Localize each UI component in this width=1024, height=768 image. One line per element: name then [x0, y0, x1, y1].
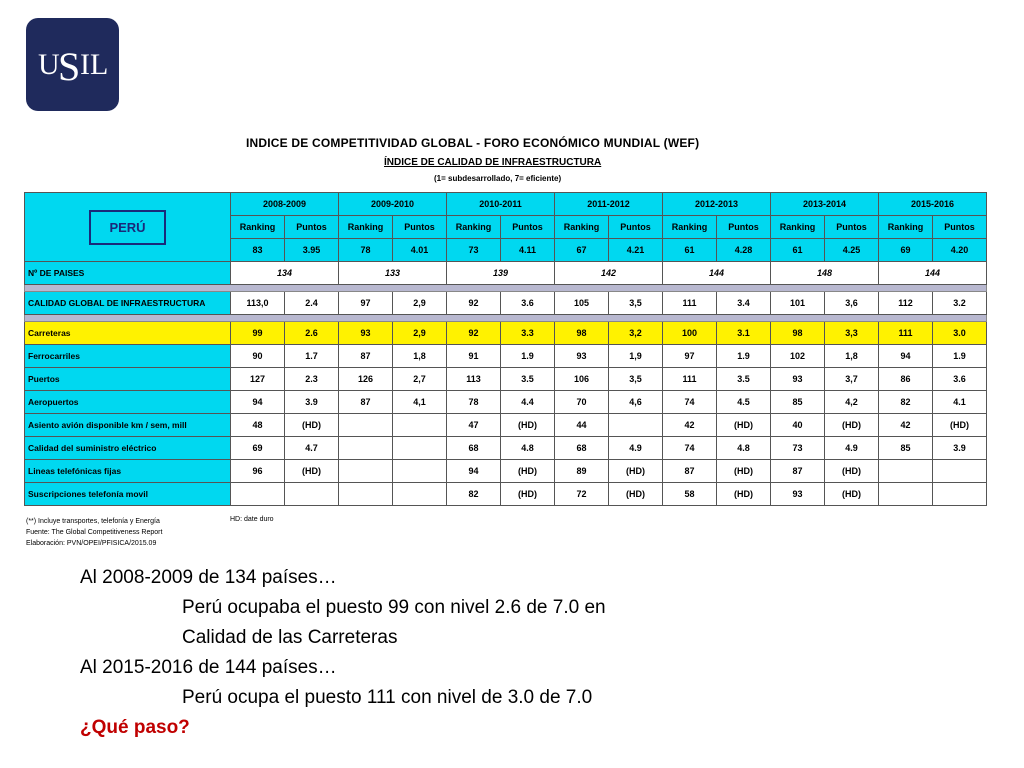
overall-ranking: 78	[339, 239, 393, 262]
row-value	[339, 437, 393, 460]
note-elaboration: Elaboración: PVN/OPEI/PFISICA/2015.09	[26, 540, 157, 547]
row-value: 3.1	[717, 322, 771, 345]
ranking-header: Ranking	[555, 216, 609, 239]
period-header: 2008-2009	[231, 193, 339, 216]
overall-puntos: 4.11	[501, 239, 555, 262]
row-value: 44	[555, 414, 609, 437]
row-value: 40	[771, 414, 825, 437]
overall-puntos: 4.01	[393, 239, 447, 262]
row-value: 105	[555, 292, 609, 315]
row-value	[231, 483, 285, 506]
row-value: 89	[555, 460, 609, 483]
row-value: 111	[879, 322, 933, 345]
row-value: 4.4	[501, 391, 555, 414]
row-value	[393, 414, 447, 437]
divider	[25, 285, 987, 292]
num-paises-value: 139	[447, 262, 555, 285]
row-value: 87	[339, 391, 393, 414]
row-value: 85	[879, 437, 933, 460]
row-value: 2,9	[393, 322, 447, 345]
row-value: (HD)	[501, 460, 555, 483]
row-label: Carreteras	[25, 322, 231, 345]
table-row	[25, 368, 987, 391]
puntos-header: Puntos	[501, 216, 555, 239]
wef-table	[24, 192, 987, 506]
table-notes	[26, 516, 162, 549]
row-value: 87	[771, 460, 825, 483]
row-value: 1,8	[393, 345, 447, 368]
num-paises-value: 134	[231, 262, 339, 285]
row-value: (HD)	[609, 460, 663, 483]
row-value: 92	[447, 322, 501, 345]
row-value: 2.3	[285, 368, 339, 391]
row-value: 1.7	[285, 345, 339, 368]
row-value	[393, 460, 447, 483]
row-value: 3.5	[501, 368, 555, 391]
row-value: 3.6	[501, 292, 555, 315]
row-value: (HD)	[717, 483, 771, 506]
row-value: 2.6	[285, 322, 339, 345]
note-hd: HD: date duro	[230, 516, 274, 523]
row-value: 3,2	[609, 322, 663, 345]
row-label: Asiento avión disponible km / sem, mill	[25, 414, 231, 437]
row-value	[393, 483, 447, 506]
row-value: 87	[663, 460, 717, 483]
row-value: 74	[663, 437, 717, 460]
row-value: 4.1	[933, 391, 987, 414]
overall-puntos: 4.21	[609, 239, 663, 262]
period-header: 2013-2014	[771, 193, 879, 216]
row-value: 4,1	[393, 391, 447, 414]
row-value	[933, 460, 987, 483]
row-value	[609, 414, 663, 437]
row-value: 58	[663, 483, 717, 506]
row-value: 68	[555, 437, 609, 460]
row-value: 94	[447, 460, 501, 483]
row-value: 94	[879, 345, 933, 368]
row-value: 4.8	[717, 437, 771, 460]
row-value: (HD)	[501, 414, 555, 437]
num-paises-label: Nº DE PAISES	[25, 262, 231, 285]
row-value: (HD)	[825, 460, 879, 483]
row-value: 78	[447, 391, 501, 414]
row-value: (HD)	[285, 414, 339, 437]
svg-text:L: L	[90, 48, 109, 81]
row-value: 74	[663, 391, 717, 414]
row-value: 70	[555, 391, 609, 414]
row-value: 69	[231, 437, 285, 460]
report-title: INDICE DE COMPETITIVIDAD GLOBAL - FORO ECONÓMICO MUNDIAL (WEF)	[246, 136, 700, 150]
row-value: 91	[447, 345, 501, 368]
row-value: 87	[339, 345, 393, 368]
row-value: (HD)	[717, 460, 771, 483]
row-value: 4.5	[717, 391, 771, 414]
country-cell	[25, 193, 231, 262]
question-text: ¿Qué paso?	[80, 717, 190, 738]
row-value: 42	[663, 414, 717, 437]
row-value: 96	[231, 460, 285, 483]
row-value: 2,7	[393, 368, 447, 391]
row-label: Suscripciones telefonía movil	[25, 483, 231, 506]
table-row	[25, 460, 987, 483]
table-row	[25, 437, 987, 460]
row-value: 82	[879, 391, 933, 414]
row-value: 111	[663, 368, 717, 391]
overall-puntos: 3.95	[285, 239, 339, 262]
row-label: Puertos	[25, 368, 231, 391]
text-line-4: Al 2015-2016 de 144 países…	[80, 657, 337, 678]
row-value: 3,5	[609, 292, 663, 315]
row-value: 2.4	[285, 292, 339, 315]
row-value: 1.9	[717, 345, 771, 368]
ranking-header: Ranking	[663, 216, 717, 239]
overall-puntos: 4.25	[825, 239, 879, 262]
row-value: 92	[447, 292, 501, 315]
table-row	[25, 292, 987, 315]
row-value: 97	[663, 345, 717, 368]
row-value	[285, 483, 339, 506]
row-value: 126	[339, 368, 393, 391]
puntos-header: Puntos	[825, 216, 879, 239]
row-value: 3,3	[825, 322, 879, 345]
row-value: 127	[231, 368, 285, 391]
overall-ranking: 61	[663, 239, 717, 262]
overall-ranking: 73	[447, 239, 501, 262]
row-value: 98	[555, 322, 609, 345]
report-scale: (1= subdesarrollado, 7= eficiente)	[434, 174, 562, 183]
row-value: 111	[663, 292, 717, 315]
row-value: 97	[339, 292, 393, 315]
row-label: Aeropuertos	[25, 391, 231, 414]
row-value	[339, 460, 393, 483]
puntos-header: Puntos	[285, 216, 339, 239]
row-value: 4,2	[825, 391, 879, 414]
row-value: 98	[771, 322, 825, 345]
row-value: (HD)	[285, 460, 339, 483]
row-value: 93	[555, 345, 609, 368]
overall-puntos: 4.20	[933, 239, 987, 262]
table-row	[25, 391, 987, 414]
row-value: 113	[447, 368, 501, 391]
puntos-header: Puntos	[717, 216, 771, 239]
overall-ranking: 69	[879, 239, 933, 262]
overall-ranking: 83	[231, 239, 285, 262]
text-line-3: Calidad de las Carreteras	[182, 627, 398, 648]
row-value: 3,6	[825, 292, 879, 315]
row-value: 1,8	[825, 345, 879, 368]
row-value: (HD)	[933, 414, 987, 437]
text-line-5: Perú ocupa el puesto 111 con nivel de 3.0 de 7.0	[182, 687, 593, 708]
row-value: 4.9	[609, 437, 663, 460]
num-paises-value: 144	[663, 262, 771, 285]
row-value: 112	[879, 292, 933, 315]
ranking-header: Ranking	[447, 216, 501, 239]
row-value: 4.7	[285, 437, 339, 460]
row-value: 90	[231, 345, 285, 368]
row-label: CALIDAD GLOBAL DE INFRAESTRUCTURA	[25, 292, 231, 315]
row-value: 72	[555, 483, 609, 506]
row-value: 1.9	[501, 345, 555, 368]
ranking-header: Ranking	[771, 216, 825, 239]
ranking-header: Ranking	[339, 216, 393, 239]
body-text	[80, 563, 606, 743]
text-line-1: Al 2008-2009 de 134 países…	[80, 567, 337, 588]
row-value: 3.9	[285, 391, 339, 414]
row-value: 100	[663, 322, 717, 345]
report-subtitle: ÍNDICE DE CALIDAD DE INFRAESTRUCTURA	[384, 157, 602, 168]
row-value: 102	[771, 345, 825, 368]
num-paises-value: 142	[555, 262, 663, 285]
overall-ranking: 67	[555, 239, 609, 262]
note-includes: (**) Incluye transportes, telefonía y Energía	[26, 518, 160, 525]
row-value: (HD)	[717, 414, 771, 437]
row-value: 113,0	[231, 292, 285, 315]
row-value	[879, 483, 933, 506]
row-label: Calidad del suministro eléctrico	[25, 437, 231, 460]
row-value: 42	[879, 414, 933, 437]
row-value: 3.6	[933, 368, 987, 391]
period-header: 2015-2016	[879, 193, 987, 216]
row-value: 85	[771, 391, 825, 414]
row-value: 101	[771, 292, 825, 315]
row-label: Lineas telefónicas fijas	[25, 460, 231, 483]
row-value	[339, 483, 393, 506]
row-value: 68	[447, 437, 501, 460]
row-value: 99	[231, 322, 285, 345]
svg-text:I: I	[80, 48, 90, 81]
row-value: 1,9	[609, 345, 663, 368]
row-value: 3,5	[609, 368, 663, 391]
row-value: (HD)	[825, 414, 879, 437]
row-value: (HD)	[609, 483, 663, 506]
row-value	[933, 483, 987, 506]
row-value: 3.9	[933, 437, 987, 460]
row-value: 4,6	[609, 391, 663, 414]
row-value: 3,7	[825, 368, 879, 391]
divider	[25, 315, 987, 322]
row-value: 93	[771, 483, 825, 506]
row-value: 4.9	[825, 437, 879, 460]
num-paises-value: 144	[879, 262, 987, 285]
row-value: 82	[447, 483, 501, 506]
num-paises-value: 148	[771, 262, 879, 285]
row-label: Ferrocarriles	[25, 345, 231, 368]
row-value: 93	[771, 368, 825, 391]
row-value	[339, 414, 393, 437]
ranking-header: Ranking	[231, 216, 285, 239]
overall-ranking: 61	[771, 239, 825, 262]
overall-puntos: 4.28	[717, 239, 771, 262]
country-label: PERÚ	[89, 210, 165, 245]
row-value: 3.5	[717, 368, 771, 391]
puntos-header: Puntos	[933, 216, 987, 239]
svg-text:S: S	[58, 44, 81, 89]
row-value: 4.8	[501, 437, 555, 460]
row-value: 3.0	[933, 322, 987, 345]
row-value: (HD)	[825, 483, 879, 506]
row-value	[393, 437, 447, 460]
svg-text:U: U	[38, 48, 60, 81]
period-header: 2011-2012	[555, 193, 663, 216]
period-header: 2010-2011	[447, 193, 555, 216]
table-row	[25, 483, 987, 506]
row-value: 106	[555, 368, 609, 391]
table-row	[25, 414, 987, 437]
usil-logo	[26, 18, 119, 111]
ranking-header: Ranking	[879, 216, 933, 239]
row-value: 3.3	[501, 322, 555, 345]
row-value: 3.2	[933, 292, 987, 315]
row-value: 93	[339, 322, 393, 345]
period-header: 2012-2013	[663, 193, 771, 216]
period-header: 2009-2010	[339, 193, 447, 216]
row-value: 73	[771, 437, 825, 460]
note-source: Fuente: The Global Competitiveness Report	[26, 529, 163, 536]
row-value: 2,9	[393, 292, 447, 315]
table-row	[25, 322, 987, 345]
table-row	[25, 345, 987, 368]
row-value: (HD)	[501, 483, 555, 506]
row-value	[879, 460, 933, 483]
row-value: 94	[231, 391, 285, 414]
text-line-2: Perú ocupaba el puesto 99 con nivel 2.6 de 7.0 en	[182, 597, 606, 618]
row-value: 48	[231, 414, 285, 437]
row-value: 47	[447, 414, 501, 437]
usil-logo-icon	[26, 18, 119, 111]
row-value: 1.9	[933, 345, 987, 368]
num-paises-value: 133	[339, 262, 447, 285]
row-value: 3.4	[717, 292, 771, 315]
puntos-header: Puntos	[609, 216, 663, 239]
row-value: 86	[879, 368, 933, 391]
puntos-header: Puntos	[393, 216, 447, 239]
